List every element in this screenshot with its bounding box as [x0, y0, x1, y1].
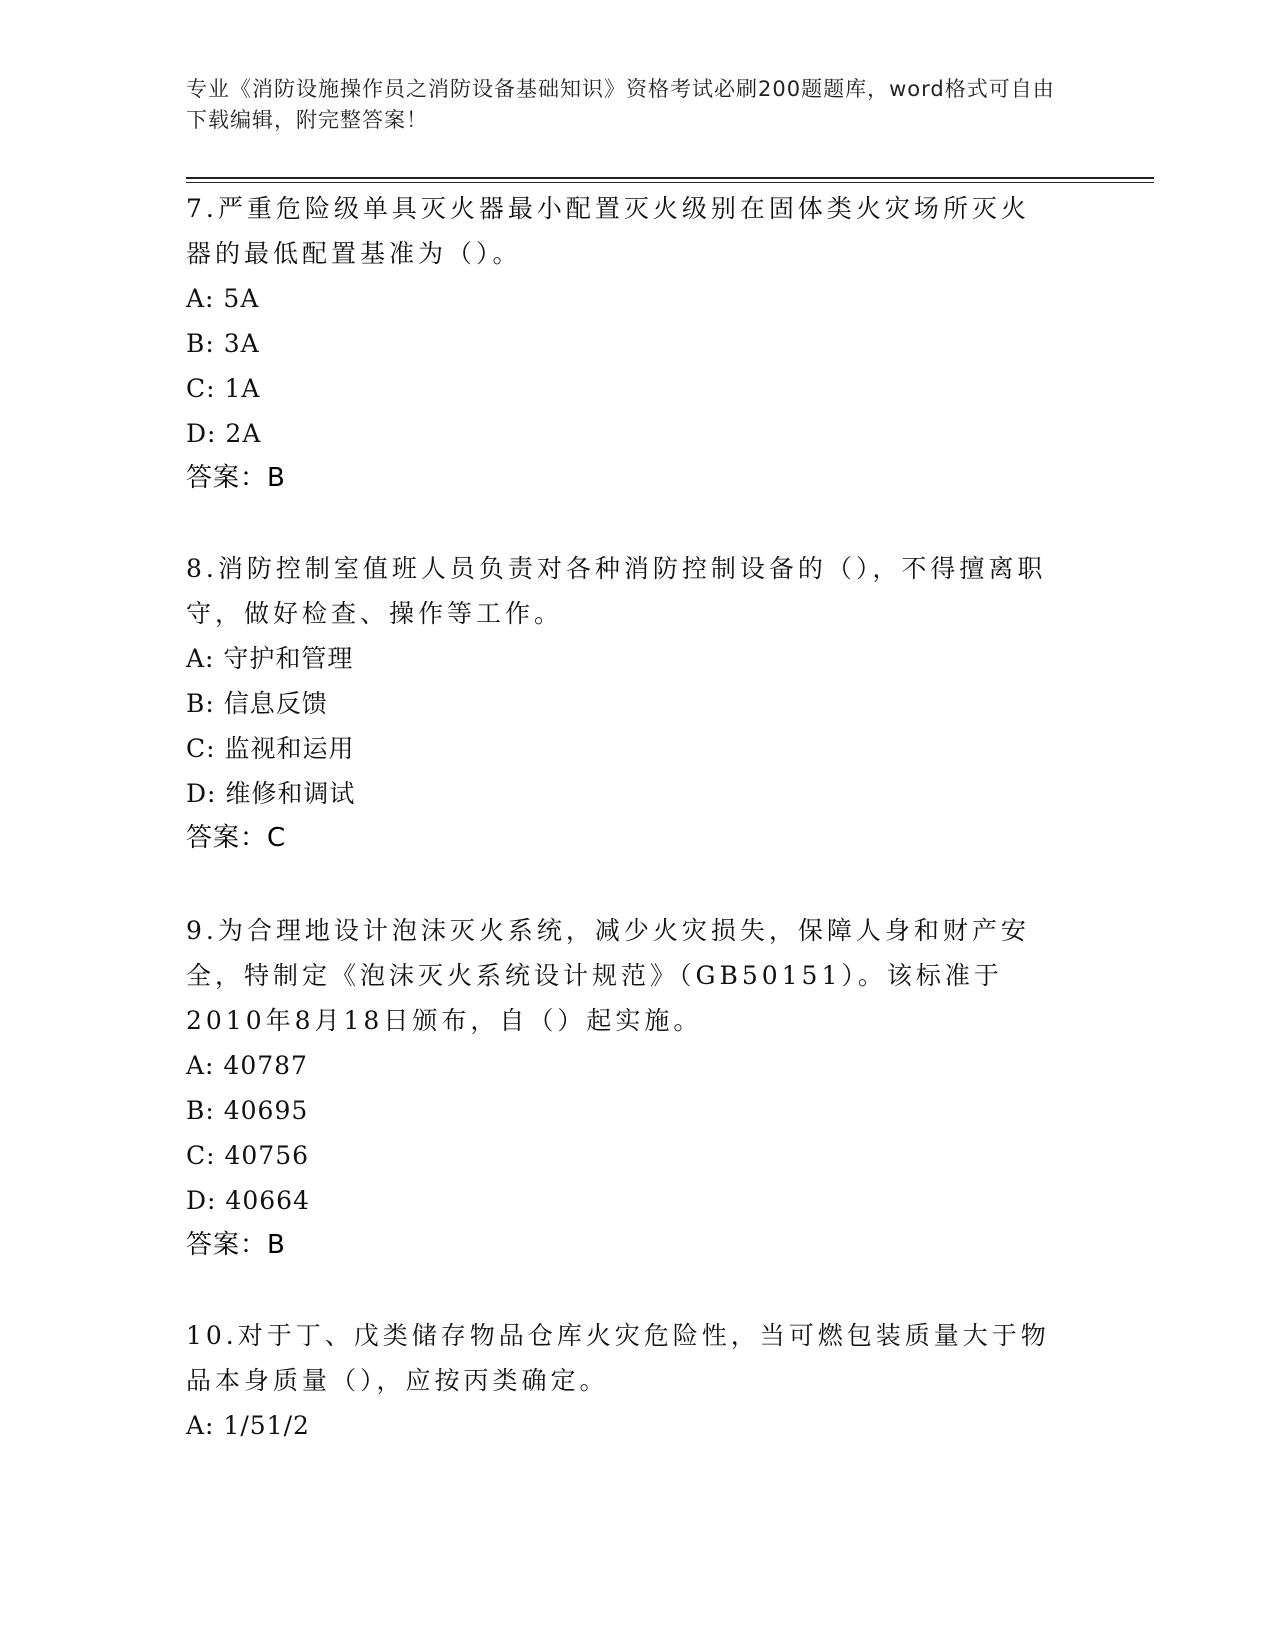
option-d: D: 40664 [186, 1186, 310, 1215]
option-a: A: 40787 [186, 1051, 308, 1080]
question-9 [186, 908, 1056, 1267]
question-7 [186, 186, 1056, 500]
header-divider [186, 177, 1154, 179]
option-c: C: 1A [186, 374, 261, 403]
option-a: A: 守护和管理 [186, 644, 354, 673]
option-d: D: 维修和调试 [186, 779, 356, 808]
question-text: 7.严重危险级单具灭火器最小配置灭火级别在固体类火灾场所灭火器的最低配置基准为（）。 [186, 194, 1030, 268]
answer: 答案：B [186, 1230, 286, 1260]
option-d: D: 2A [186, 419, 262, 448]
question-8 [186, 546, 1056, 860]
answer: 答案：B [186, 463, 286, 493]
option-a: A: 5A [186, 284, 260, 313]
question-text: 9.为合理地设计泡沫灭火系统，减少火灾损失，保障人身和财产安全，特制定《泡沫灭火系统设计规范》（GB50151）。该标准于2010年8月18日颁布，自（）起实施。 [186, 916, 1030, 1035]
question-text: 10.对于丁、戊类储存物品仓库火灾危险性，当可燃包装质量大于物品本身质量（），应按丙类确定。 [186, 1321, 1050, 1395]
question-text: 8.消防控制室值班人员负责对各种消防控制设备的（），不得擅离职守，做好检查、操作等工作。 [186, 554, 1047, 628]
header-divider-thin [186, 182, 1154, 183]
document-header: 专业《消防设施操作员之消防设备基础知识》资格考试必刷200题题库，word格式可自由下载编辑，附完整答案！ [186, 77, 1055, 132]
option-b: B: 信息反馈 [186, 689, 328, 718]
option-b: B: 40695 [186, 1096, 309, 1125]
question-10 [186, 1313, 1056, 1448]
option-c: C: 监视和运用 [186, 734, 355, 763]
answer: 答案：C [186, 823, 287, 853]
option-c: C: 40756 [186, 1141, 310, 1170]
option-b: B: 3A [186, 329, 260, 358]
option-a: A: 1/51/2 [186, 1411, 310, 1440]
